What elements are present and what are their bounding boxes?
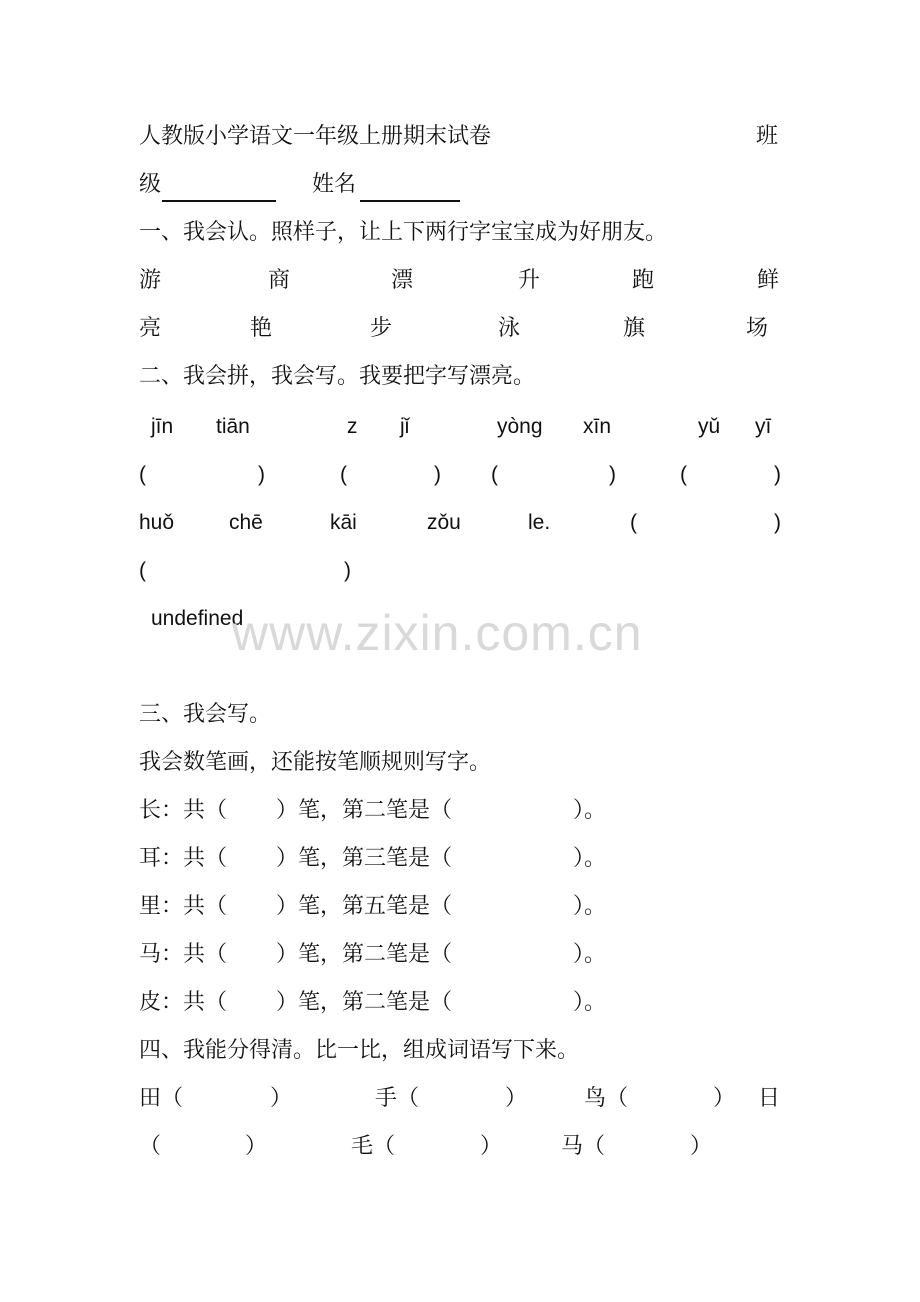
section2-title: 二、我会拼，我会写。我要把字写漂亮。 xyxy=(139,364,536,389)
paren-close: ） xyxy=(480,1134,503,1159)
pinyin-tian: tiān xyxy=(216,415,250,438)
stroke-row-end: ）。 xyxy=(573,942,607,967)
paren-close: ） xyxy=(270,1086,293,1111)
watermark: www.zixin.com.cn xyxy=(232,605,643,661)
stroke-row-end: ）。 xyxy=(573,846,607,871)
char-qi: 旗 xyxy=(623,316,646,341)
stroke-row-end: ）。 xyxy=(573,990,607,1015)
stroke-row-mid: ）笔，第二笔是（ xyxy=(276,942,453,967)
section4-title: 四、我能分得清。比一比，组成词语写下来。 xyxy=(139,1038,580,1063)
answer-paren-close: ) xyxy=(434,463,441,486)
char-bu: 步 xyxy=(370,316,393,341)
answer-paren-close: ) xyxy=(609,463,616,486)
pinyin-che: chē xyxy=(229,511,263,534)
exam-title: 人教版小学语文一年级上册期末试卷 xyxy=(139,124,492,149)
char-piao: 漂 xyxy=(391,268,414,293)
pinyin-jin: jīn xyxy=(151,415,174,438)
char-liang: 亮 xyxy=(139,316,162,341)
pinyin-yu: yǔ xyxy=(698,415,721,438)
answer-paren-open: ( xyxy=(139,463,146,486)
pinyin-z: z xyxy=(347,415,358,438)
name-underline xyxy=(360,170,460,202)
char-you: 游 xyxy=(139,268,162,293)
stroke-row-mid: ）笔，第三笔是（ xyxy=(276,846,453,871)
undefined-text: undefined xyxy=(151,607,244,630)
char-shang: 商 xyxy=(268,268,291,293)
stroke-row-char: 皮：共（ xyxy=(139,990,228,1015)
answer-paren-open: ( xyxy=(630,511,637,534)
answer-paren-close: ) xyxy=(774,463,781,486)
pinyin-yi: yī xyxy=(755,415,772,438)
char-sheng: 升 xyxy=(518,268,541,293)
pinyin-huo: huǒ xyxy=(139,511,175,534)
section1-title: 一、我会认。照样子，让上下两行字宝宝成为好朋友。 xyxy=(139,220,668,245)
class-blank[interactable] xyxy=(162,170,276,200)
char-yan: 艳 xyxy=(250,316,273,341)
name-blank[interactable] xyxy=(360,170,460,200)
pinyin-kai: kāi xyxy=(330,511,357,534)
char-chang: 场 xyxy=(746,316,769,341)
stroke-row-char: 马：共（ xyxy=(139,942,228,967)
paren-close: ） xyxy=(713,1086,736,1111)
paren-close: ） xyxy=(245,1134,268,1159)
stroke-row-char: 长：共（ xyxy=(139,798,228,823)
word-ri: 日 xyxy=(758,1086,781,1111)
stroke-row-mid: ）笔，第二笔是（ xyxy=(276,798,453,823)
word-ma: 马（ xyxy=(561,1134,606,1159)
stroke-row-char: 耳：共（ xyxy=(139,846,228,871)
answer-paren-open: ( xyxy=(139,559,146,582)
word-niao: 鸟（ xyxy=(584,1086,629,1111)
class-label-cont: 级 xyxy=(139,172,162,197)
paren-open: （ xyxy=(139,1134,162,1159)
answer-paren-close: ) xyxy=(344,559,351,582)
answer-paren-open: ( xyxy=(680,463,687,486)
pinyin-ji: jǐ xyxy=(400,415,410,438)
answer-paren-open: ( xyxy=(340,463,347,486)
word-mao: 毛（ xyxy=(351,1134,396,1159)
char-xian: 鲜 xyxy=(757,268,780,293)
word-tian: 田（ xyxy=(139,1086,184,1111)
section3-subtitle: 我会数笔画，还能按笔顺规则写字。 xyxy=(139,750,492,775)
pinyin-zou: zǒu xyxy=(427,511,461,534)
name-label: 姓名 xyxy=(312,172,357,197)
answer-paren-open: ( xyxy=(491,463,498,486)
stroke-row-char: 里：共（ xyxy=(139,894,228,919)
answer-paren-close: ) xyxy=(258,463,265,486)
paren-close: ） xyxy=(690,1134,713,1159)
class-label: 班 xyxy=(756,124,779,149)
word-shou: 手（ xyxy=(375,1086,420,1111)
stroke-row-end: ）。 xyxy=(573,798,607,823)
pinyin-yong: yònɡ xyxy=(497,415,543,438)
pinyin-xin: xīn xyxy=(583,415,612,438)
section3-title: 三、我会写。 xyxy=(139,702,272,727)
pinyin-le: le. xyxy=(528,511,551,534)
stroke-row-mid: ）笔，第五笔是（ xyxy=(276,894,453,919)
stroke-row-end: ）。 xyxy=(573,894,607,919)
stroke-row-mid: ）笔，第二笔是（ xyxy=(276,990,453,1015)
paren-close: ） xyxy=(505,1086,528,1111)
char-pao: 跑 xyxy=(632,268,655,293)
char-yong: 泳 xyxy=(498,316,521,341)
class-underline xyxy=(162,170,276,202)
answer-paren-close: ) xyxy=(774,511,781,534)
